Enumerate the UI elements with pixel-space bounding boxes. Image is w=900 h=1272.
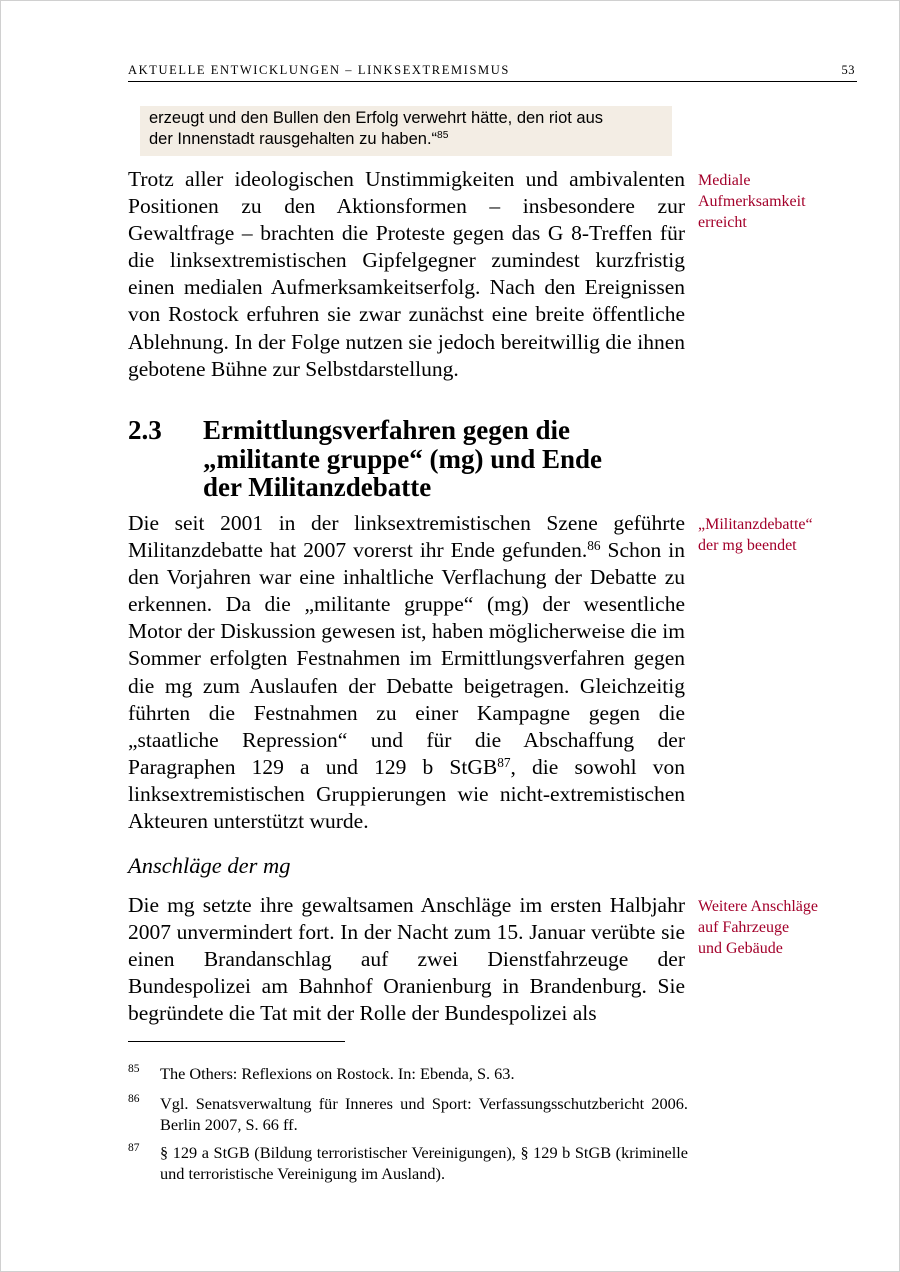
- margin-note-3-line: Weitere Anschläge: [698, 898, 818, 915]
- page-number: 53: [841, 63, 855, 77]
- margin-note-1-line: erreicht: [698, 214, 747, 231]
- paragraph-2-part-3: , die sowohl von linksextremistischen Gruppierungen wie nicht-extremistischen Akteuren unterstützt wurde.: [128, 754, 685, 834]
- section-title-line: „militante gruppe“ (mg) und Ende: [203, 443, 603, 474]
- margin-note-1: [698, 170, 858, 233]
- footnote-ref-86[interactable]: 86: [587, 537, 601, 553]
- subsection-heading: Anschläge der mg: [128, 853, 291, 878]
- footnote-divider: [128, 1041, 345, 1042]
- footnote-number: 85: [128, 1063, 140, 1075]
- footnote-86: [128, 1094, 688, 1135]
- section-title: [203, 416, 683, 502]
- paragraph-1-text: Trotz aller ideologischen Unstimmigkeiten und ambivalenten Positionen zu den Aktionsformen – insbesondere zur Gewaltfrage – brachten die Proteste gegen das G 8-Treffen für die linksextremistischen Gipfelgegner zumindest kurzfristig einen medialen Aufmerksamkeitserfolg. Nach den Ereignissen von Rostock erfuhren sie zwar zunächst eine breite öffentliche Ablehnung. In der Folge nutzen sie jedoch bereitwillig die ihnen gebotene Bühne zur Selbstdarstellung.: [128, 167, 685, 381]
- paragraph-3: [128, 892, 685, 1027]
- footnote-87: [128, 1143, 688, 1184]
- margin-note-3-line: und Gebäude: [698, 940, 783, 957]
- quote-line-1: erzeugt und den Bullen den Erfolg verwehrt hätte, den riot aus: [149, 109, 604, 127]
- quote-box: [140, 106, 672, 156]
- paragraph-2-text: [128, 510, 685, 835]
- running-header: [128, 62, 857, 82]
- footnote-text: Vgl. Senatsverwaltung für Inneres und Sport: Verfassungsschutzbericht 2006. Berlin 2007, S. 66 ff.: [160, 1094, 688, 1134]
- footnote-text: The Others: Reflexions on Rostock. In: Ebenda, S. 63.: [160, 1064, 515, 1083]
- margin-note-3: [698, 896, 858, 959]
- paragraph-2: [128, 510, 685, 835]
- margin-note-1-line: Aufmerksamkeit: [698, 193, 806, 210]
- margin-note-2-line: „Militanzdebatte“: [698, 516, 813, 533]
- margin-note-2-line: der mg beendet: [698, 537, 797, 554]
- paragraph-2-part-1: Die seit 2001 in der linksextremistischen Szene geführte Militanzdebatte hat 2007 vorerst ihr Ende gefunden.: [128, 511, 685, 563]
- footnote-ref-85[interactable]: 85: [437, 130, 449, 142]
- header-title: AKTUELLE ENTWICKLUNGEN – LINKSEXTREMISMUS: [128, 63, 510, 77]
- paragraph-1: [128, 166, 685, 383]
- margin-note-2: [698, 514, 858, 556]
- footnote-text: § 129 a StGB (Bildung terroristischer Vereinigungen), § 129 b StGB (kriminelle und terroristische Vereinigung im Ausland).: [160, 1143, 688, 1183]
- footnote-85: [128, 1064, 688, 1085]
- section-number: 2.3: [128, 415, 162, 445]
- footnote-ref-87[interactable]: 87: [497, 754, 511, 770]
- section-title-line: Ermittlungsverfahren gegen die: [203, 415, 570, 445]
- section-title-line: der Militanzdebatte: [203, 472, 432, 502]
- paragraph-3-text: Die mg setzte ihre gewaltsamen Anschläge im ersten Halbjahr 2007 unvermindert fort. In der Nacht zum 15. Januar verübte sie einen Brandanschlag auf zwei Dienstfahrzeuge der Bundespolizei am Bahnhof Oranienburg in Brandenburg. Sie begründete die Tat mit der Rolle der Bundespolizei als: [128, 893, 685, 1026]
- paragraph-2-part-2: Schon in den Vorjahren war eine inhaltliche Verflachung der Debatte zu erkennen. Da die „militante gruppe“ (mg) der wesentliche Motor der Diskussion gewesen ist, haben möglicherweise die im Sommer erfolgten Festnahmen im Ermittlungsverfahren gegen die mg zum Auslaufen der Debatte beigetragen. Gleichzeitig führten die Festnahmen zu einer Kampagne gegen die „staatliche Repression“ und für die Abschaffung der Paragraphen 129 a und 129 b StGB: [128, 538, 685, 779]
- footnote-number: 86: [128, 1093, 140, 1105]
- margin-note-3-line: auf Fahrzeuge: [698, 919, 790, 936]
- quote-line-2: [149, 129, 672, 150]
- quote-line-2-text: der Innenstadt rausgehalten zu haben.“: [149, 130, 438, 148]
- margin-note-1-line: Mediale: [698, 172, 751, 189]
- footnote-number: 87: [128, 1142, 140, 1154]
